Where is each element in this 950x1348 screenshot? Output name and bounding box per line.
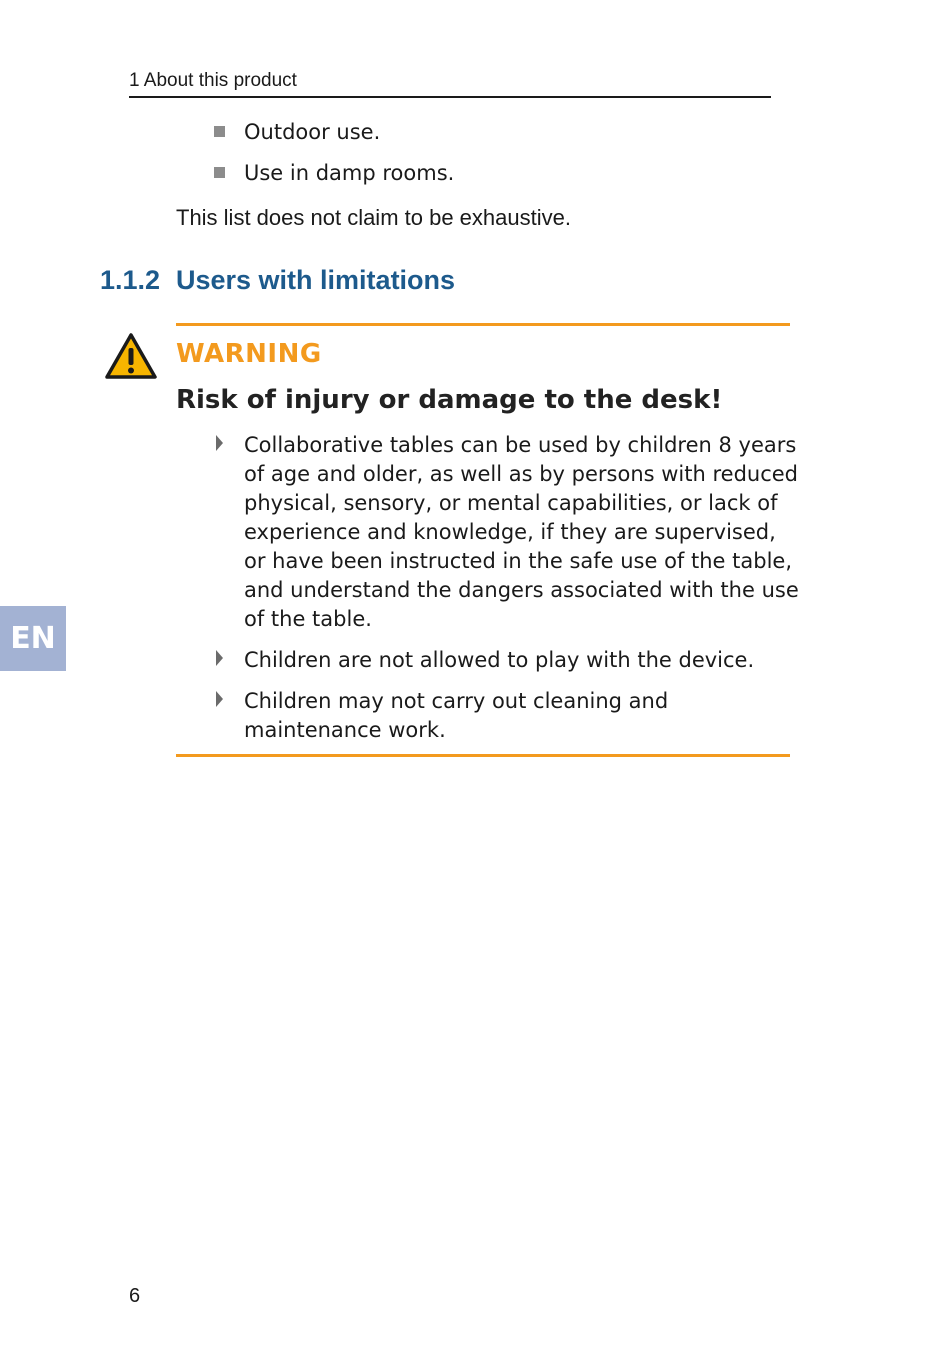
warning-item-text: Collaborative tables can be used by children 8 years of age and older, as well as by persons with reduced physical, sensory, or mental capabilities, or lack of experience and knowledge, if they are supervised, or have been instructed in the safe use of the table, and understand the dangers associated with the use of the table. <box>244 433 799 631</box>
triangle-bullet-icon <box>216 435 223 451</box>
running-header: 1 About this product <box>129 70 771 98</box>
list-item <box>212 117 454 147</box>
triangle-bullet-icon <box>216 691 223 707</box>
warning-item <box>212 646 802 675</box>
list-item <box>212 158 454 188</box>
warning-item-text: Children may not carry out cleaning and maintenance work. <box>244 689 669 742</box>
exhaustive-note: This list does not claim to be exhaustive. <box>176 205 571 230</box>
list-item-text: Use in damp rooms. <box>244 161 455 185</box>
warning-bottom-rule <box>176 754 790 757</box>
warning-item-text: Children are not allowed to play with the device. <box>244 648 755 672</box>
triangle-bullet-icon <box>216 650 223 666</box>
warning-title: Risk of injury or damage to the desk! <box>176 385 723 415</box>
warning-item <box>212 687 802 745</box>
warning-item <box>212 431 802 634</box>
square-bullet-icon <box>214 167 225 178</box>
section-title: Users with limitations <box>176 265 456 295</box>
prohibited-uses-list <box>212 117 454 199</box>
warning-label: WARNING <box>176 339 322 369</box>
section-heading <box>100 262 455 298</box>
section-number: 1.1.2 <box>100 265 161 295</box>
list-item-text: Outdoor use. <box>244 120 381 144</box>
warning-items-list <box>212 431 802 757</box>
warning-triangle-icon <box>104 332 158 380</box>
square-bullet-icon <box>214 126 225 137</box>
language-tab: EN <box>0 606 66 671</box>
page-number: 6 <box>129 1285 141 1307</box>
warning-top-rule <box>176 323 790 326</box>
